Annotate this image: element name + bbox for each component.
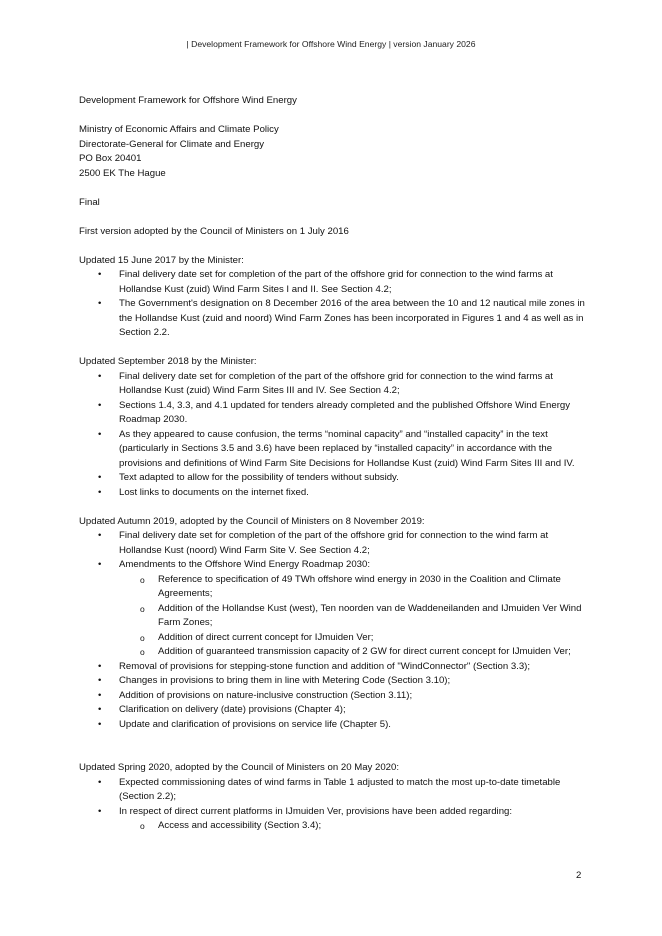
list-item: • The Government's designation on 8 December 2016 of the area between the 10 and 12 nautical mile zones in the Hollandse Kust (zuid and noord) Wind Farm Zones has been incorporated in Figures 1 and 4 as well as in Section 2.2. xyxy=(79,297,589,341)
list-item: • Final delivery date set for completion of the part of the offshore grid for connection to the wind farms at Hollandse Kust (zuid) Wind Farm Sites I and II. See Section 4.2; xyxy=(79,268,589,297)
update-section xyxy=(79,254,589,341)
sub-list xyxy=(79,819,589,834)
sub-list-item: o Addition of the Hollandse Kust (west), Ten noorden van de Waddeneilanden and IJmuiden Ver Wind Farm Zones; xyxy=(79,602,589,631)
update-list xyxy=(79,370,589,501)
list-item: • Lost links to documents on the internet fixed. xyxy=(79,486,589,501)
update-heading: Updated 15 June 2017 by the Minister: xyxy=(79,254,244,266)
list-item: • Text adapted to allow for the possibility of tenders without subsidy. xyxy=(79,471,589,486)
sub-list-item: o Addition of direct current concept for IJmuiden Ver; xyxy=(79,631,589,646)
update-heading: Updated Spring 2020, adopted by the Council of Ministers on 20 May 2020: xyxy=(79,762,399,773)
update-heading: Updated Autumn 2019, adopted by the Council of Ministers on 8 November 2019: xyxy=(79,515,425,527)
update-section xyxy=(79,355,589,500)
list-item: • As they appeared to cause confusion, the terms “nominal capacity” and “installed capacity” in the text (particularly in Sections 3.5 and 3.6) have been replaced by “installed capacity” in accordance with the provisions and definitions of Wind Farm Site Decisions for Hollandse Kust (zuid) Wind Farm Sites III and IV. xyxy=(79,428,589,472)
sub-list-item: o Reference to specification of 49 TWh offshore wind energy in 2030 in the Coalition and Climate Agreements; xyxy=(79,573,589,602)
sub-list-item: o Access and accessibility (Section 3.4); xyxy=(79,819,589,834)
sub-list xyxy=(79,573,589,660)
list-item: • Final delivery date set for completion of the part of the offshore grid for connection to the wind farms at Hollandse Kust (zuid) Wind Farm Sites III and IV. See Section 4.2; xyxy=(79,370,589,399)
update-section xyxy=(79,515,589,733)
update-list xyxy=(79,776,589,834)
address-block xyxy=(79,123,589,181)
list-item: • Changes in provisions to bring them in line with Metering Code (Section 3.10); xyxy=(79,674,589,689)
list-item: • Expected commissioning dates of wind farms in Table 1 adjusted to match the most up-to-date timetable (Section 2.2); xyxy=(79,776,589,805)
address-line: PO Box 20401 xyxy=(79,153,142,164)
address-line: Ministry of Economic Affairs and Climate Policy xyxy=(79,124,279,135)
address-line: 2500 EK The Hague xyxy=(79,167,166,179)
sub-list-item: o Addition of guaranteed transmission capacity of 2 GW for direct current concept for IJmuiden Ver; xyxy=(79,645,589,660)
spacer xyxy=(79,732,589,761)
first-version-text: First version adopted by the Council of Ministers on 1 July 2016 xyxy=(79,225,349,237)
document-title: Development Framework for Offshore Wind Energy xyxy=(79,95,297,106)
update-section xyxy=(79,761,589,834)
update-heading: Updated September 2018 by the Minister: xyxy=(79,356,257,367)
list-item-text: In respect of direct current platforms in IJmuiden Ver, provisions have been added regarding: xyxy=(119,805,513,817)
list-item xyxy=(79,805,589,834)
document-body xyxy=(79,94,589,834)
list-item xyxy=(79,558,589,660)
list-item: • Removal of provisions for stepping-stone function and addition of "WindConnector" (Section 3.3); xyxy=(79,660,589,675)
list-item: • Addition of provisions on nature-inclusive construction (Section 3.11); xyxy=(79,689,589,704)
list-item-text: Amendments to the Offshore Wind Energy Roadmap 2030: xyxy=(119,559,370,570)
status-text: Final xyxy=(79,196,100,208)
update-list xyxy=(79,529,589,732)
list-item: • Update and clarification of provisions on service life (Chapter 5). xyxy=(79,718,589,733)
address-line: Directorate-General for Climate and Energy xyxy=(79,138,265,150)
list-item: • Sections 1.4, 3.3, and 4.1 updated for tenders already completed and the published Offshore Wind Energy Roadmap 2030. xyxy=(79,399,589,428)
page-header: | Development Framework for Offshore Wind Energy | version January 2026 xyxy=(186,39,476,49)
update-list xyxy=(79,268,589,341)
list-item: • Final delivery date set for completion of the part of the offshore grid for connection to the wind farm at Hollandse Kust (noord) Wind Farm Site V. See Section 4.2; xyxy=(79,529,589,558)
page-number: 2 xyxy=(576,870,582,881)
list-item: • Clarification on delivery (date) provisions (Chapter 4); xyxy=(79,703,589,718)
